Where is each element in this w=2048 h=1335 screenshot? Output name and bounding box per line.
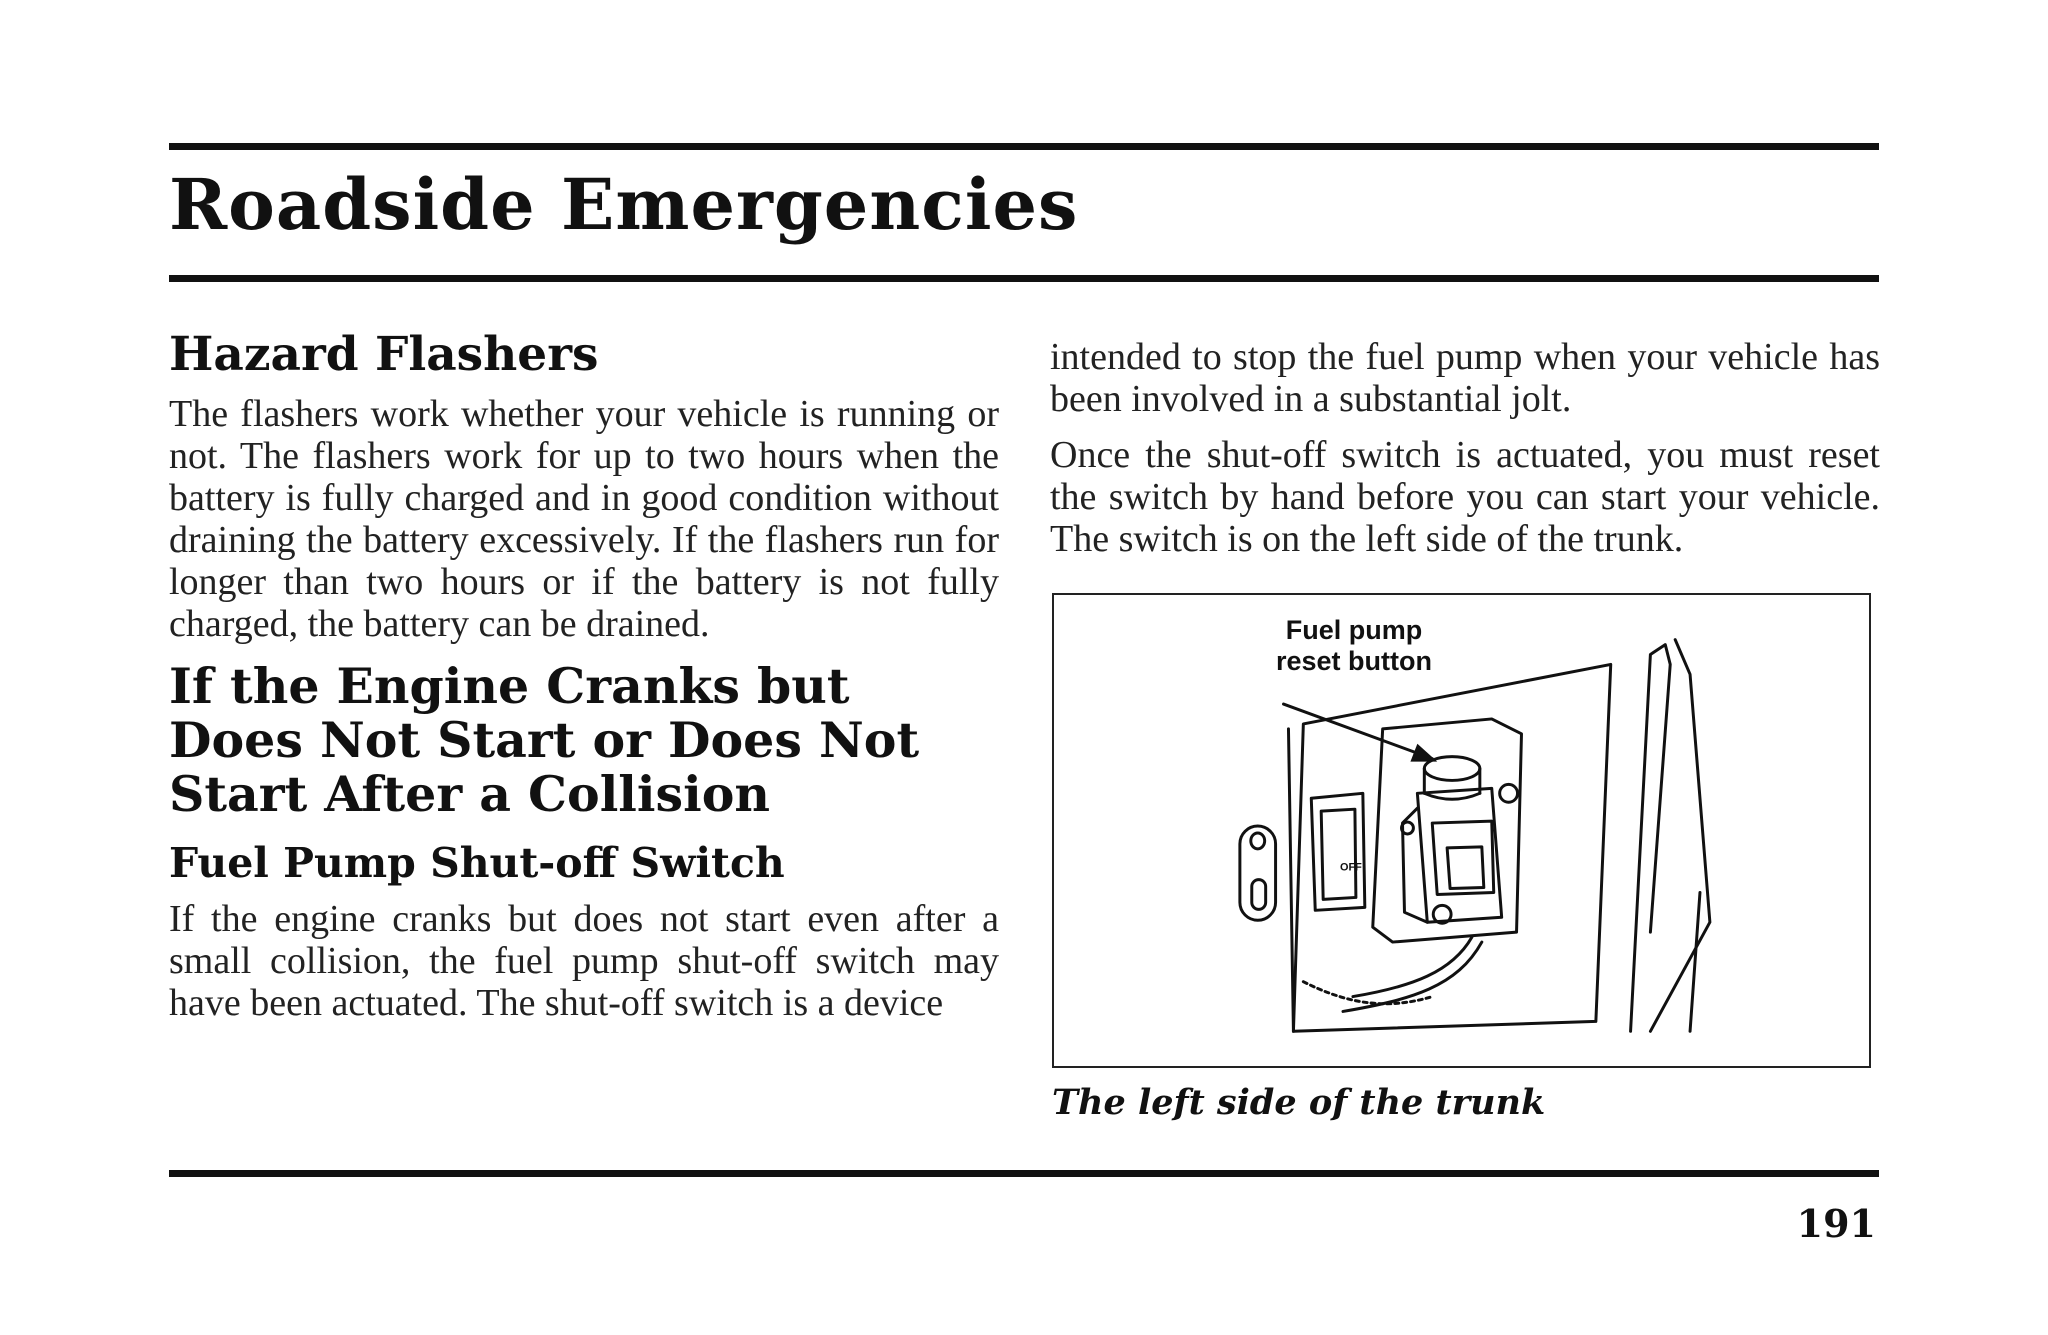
panel-edge xyxy=(1288,729,1293,1031)
bottom-rule xyxy=(169,1170,1879,1177)
wiring-harness xyxy=(1353,937,1472,996)
latch-outline xyxy=(1240,826,1276,920)
trunk-lid-outer xyxy=(1650,640,1709,1032)
off-marking: OFF xyxy=(1340,861,1362,874)
fuel-pump-shutoff-text: If the engine cranks but does not start even after a small collision, the fuel pump shut-off switch may have been actuated. The shut-off switch is a device xyxy=(169,898,999,1025)
mounting-screw xyxy=(1500,784,1518,802)
continued-text: intended to stop the fuel pump when your vehicle has been involved in a substantial jolt. xyxy=(1050,336,1880,420)
engine-cranks-heading: If the Engine Cranks but Does Not Start or Does Not Start After a Collision xyxy=(169,657,920,824)
left-column xyxy=(169,320,999,1038)
trunk-illustration xyxy=(1052,593,1871,1068)
figure-caption: The left side of the trunk xyxy=(1052,1082,1546,1123)
reset-switch-text: Once the shut-off switch is actuated, you must reset the switch by hand before you can start your vehicle. The switch is on the left side of the trunk. xyxy=(1050,434,1880,560)
hazard-flashers-heading: Hazard Flashers xyxy=(169,327,599,382)
right-column xyxy=(1050,336,1880,574)
page-title: Roadside Emergencies xyxy=(169,163,1079,246)
callout-arrowhead xyxy=(1410,744,1437,762)
fuel-pump-shutoff-heading: Fuel Pump Shut-off Switch xyxy=(169,839,785,888)
top-rule xyxy=(169,143,1879,150)
callout-line-1: Fuel pump xyxy=(1285,615,1423,645)
page-number: 191 xyxy=(1796,1201,1876,1246)
callout-line-2: reset button xyxy=(1275,646,1432,676)
fuel-pump-reset-callout xyxy=(1204,615,1504,677)
title-underline-rule xyxy=(169,275,1879,282)
hazard-flashers-text: The flashers work whether your vehicle is running or not. The flashers work for up to two hours when the battery is fully charged and in good condition without draining the battery excessively. If the flashers run for longer than two hours or if the battery is not fully charged, the battery can be drained. xyxy=(169,393,999,646)
switch-body xyxy=(1417,788,1501,922)
trunk-lid-edge xyxy=(1631,645,1671,1032)
